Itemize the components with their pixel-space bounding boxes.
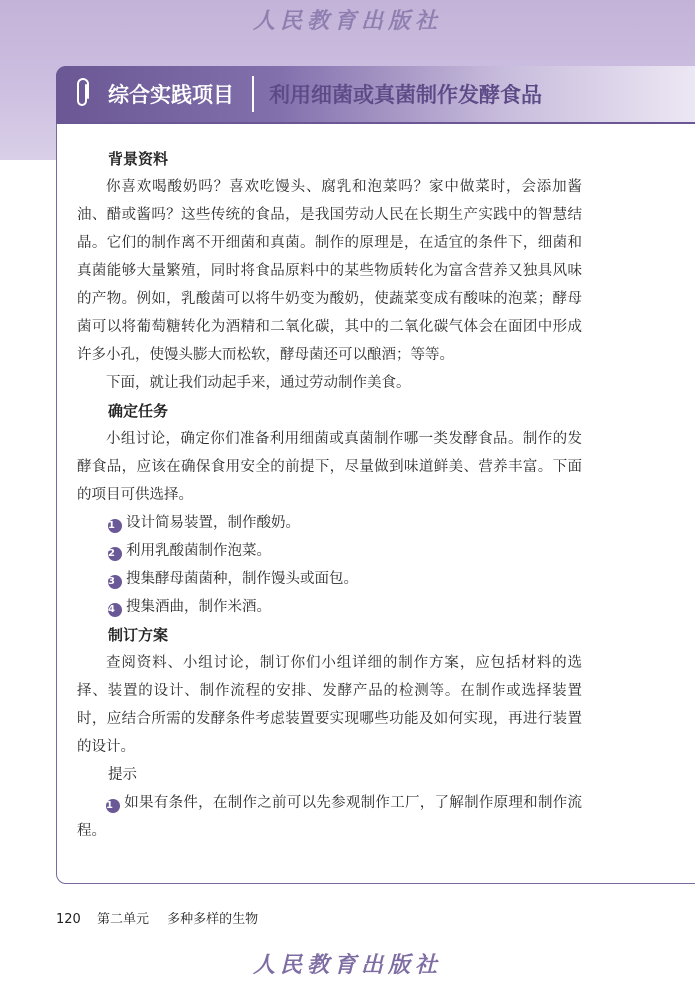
list-item <box>77 593 582 621</box>
list-item-text: 搜集酵母菌菌种，制作馒头或面包。 <box>126 571 358 587</box>
background-paragraph: 下面，就让我们动起手来，通过劳动制作美食。 <box>106 375 411 391</box>
list-item <box>77 537 582 565</box>
publisher-logo-top: 人民教育出版社 <box>252 8 442 34</box>
page-footer <box>56 908 258 927</box>
list-item-text: 搜集酒曲，制作米酒。 <box>126 599 271 615</box>
background-heading: 背景资料 <box>108 150 169 168</box>
plan-heading: 制订方案 <box>108 626 169 644</box>
publisher-logo-bottom: 人民教育出版社 <box>252 952 442 978</box>
tips-heading: 提示 <box>108 767 137 783</box>
list-item-text: 利用乳酸菌制作泡菜。 <box>126 543 271 559</box>
tip-item <box>77 789 582 845</box>
page-number: 120 <box>56 912 81 927</box>
unit-title: 多种多样的生物 <box>167 912 259 927</box>
header-divider <box>252 76 254 112</box>
list-item <box>77 565 582 593</box>
number-badge: 1 <box>108 519 122 533</box>
unit-label: 第二单元 <box>96 912 149 927</box>
list-item <box>77 509 582 537</box>
section-label: 综合实践项目 <box>108 83 234 107</box>
main-content <box>77 145 582 845</box>
number-badge: 4 <box>108 603 122 617</box>
plan-paragraph: 查阅资料、小组讨论，制订你们小组详细的制作方案，应包括材料的选择、装置的设计、制作流程的安排、发酵产品的检测等。在制作或选择装置时，应结合所需的发酵条件考虑装置要实现哪些功能及如何实现，再进行装置的设计。 <box>77 655 582 755</box>
task-paragraph: 小组讨论，确定你们准备利用细菌或真菌制作哪一类发酵食品。制作的发酵食品，应该在确保食用安全的前提下，尽量做到味道鲜美、营养丰富。下面的项目可供选择。 <box>77 431 582 503</box>
page-title: 利用细菌或真菌制作发酵食品 <box>269 83 542 107</box>
section-header <box>56 66 695 124</box>
number-badge: 1 <box>106 799 120 813</box>
list-item-text: 设计简易装置，制作酸奶。 <box>126 515 300 531</box>
number-badge: 3 <box>108 575 122 589</box>
tip-text: 如果有条件，在制作之前可以先参观制作工厂，了解制作原理和制作流程。 <box>77 795 582 839</box>
paperclip-icon <box>74 78 92 110</box>
background-paragraph: 你喜欢喝酸奶吗？喜欢吃馒头、腐乳和泡菜吗？家中做菜时，会添加酱油、醋或酱吗？这些传统的食品，是我国劳动人民在长期生产实践中的智慧结晶。它们的制作离不开细菌和真菌。制作的原理是，在适宜的条件下，细菌和真菌能够大量繁殖，同时将食品原料中的某些物质转化为富含营养又独具风味的产物。例如，乳酸菌可以将牛奶变为酸奶，使蔬菜变成有酸味的泡菜；酵母菌可以将葡萄糖转化为酒精和二氧化碳，其中的二氧化碳气体会在面团中形成许多小孔，使馒头膨大而松软，酵母菌还可以酿酒；等等。 <box>77 179 582 363</box>
task-heading: 确定任务 <box>108 402 169 420</box>
number-badge: 2 <box>108 547 122 561</box>
